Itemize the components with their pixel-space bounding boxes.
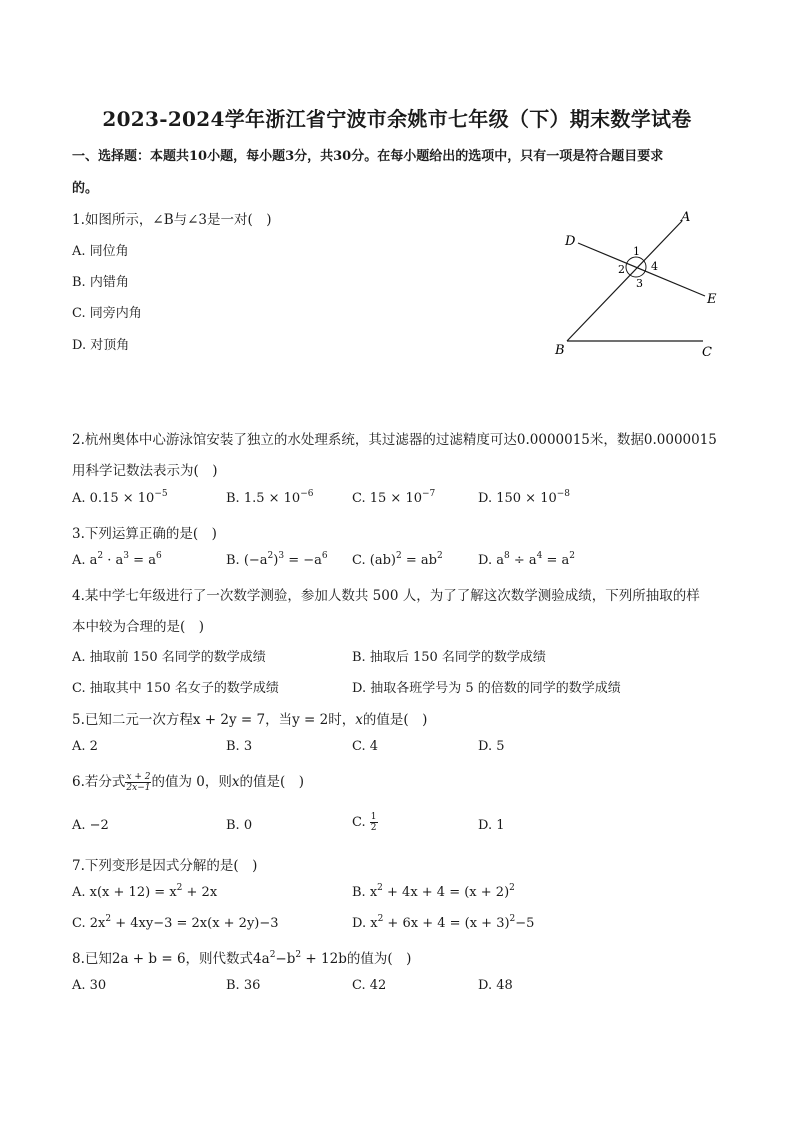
- q5-option-d: D. 5: [478, 739, 505, 754]
- q7-option-d: D. $x^2 + 6x + 4 = (x + 3)^2-5$: [352, 914, 535, 931]
- q2-option-a: A. $0.15 \times 10^{-5}$: [72, 489, 168, 506]
- q8-option-a: A. 30: [72, 978, 107, 993]
- q2-stem-line-2: 用科学记数法表示为( ): [72, 463, 218, 479]
- q4-option-d: D. 抽取各班学号为 5 的倍数的同学的数学成绩: [352, 681, 621, 696]
- q7-stem: 7.下列变形是因式分解的是( ): [72, 858, 258, 874]
- q3-option-c: C. $(ab)^2 = ab^2$: [352, 551, 443, 568]
- label-angle-4: 4: [651, 260, 658, 273]
- q8-stem: 8.已知2a + b = 6，则代数式$4a^2-b^2 + 12b$的值为( ): [72, 950, 412, 967]
- q1-option-a: A. 同位角: [72, 244, 129, 259]
- label-a: A: [681, 210, 691, 225]
- q7-option-b: B. $x^2 + 4x + 4 = (x + 2)^2$: [352, 883, 515, 900]
- q5-option-c: C. 4: [352, 739, 379, 754]
- label-c: C: [702, 345, 712, 360]
- q1-option-d: D. 对顶角: [72, 338, 130, 353]
- section-heading-line-2: 的。: [72, 181, 99, 196]
- q2-option-d: D. $150 \times 10^{-8}$: [478, 489, 571, 506]
- q8-option-c: C. 42: [352, 978, 387, 993]
- q3-option-a: A. $a^2 \cdot a^3 = a^6$: [72, 551, 162, 568]
- section-heading-line-1: 一、选择题：本题共10小题，每小题3分，共30分。在每小题给出的选项中，只有一项是符合题目要求: [72, 149, 664, 164]
- q6-option-a: A. −2: [72, 818, 109, 833]
- q3-stem: 3.下列运算正确的是( ): [72, 526, 217, 542]
- q1-option-b: B. 内错角: [72, 275, 129, 290]
- q2-stem-line-1: 2.杭州奥体中心游泳馆安装了独立的水处理系统，其过滤器的过滤精度可达0.0000015米，数据0.0000015: [72, 432, 717, 448]
- label-d: D: [565, 234, 576, 249]
- q6-stem: 6.若分式 $\frac{x + 2}{2x-1}$ 的值为 0，则x的值是( ): [72, 772, 305, 793]
- label-angle-2: 2: [618, 263, 625, 276]
- q1-angle-figure: [545, 200, 745, 365]
- q6-option-d: D. 1: [478, 818, 505, 833]
- q1-option-c: C. 同旁内角: [72, 306, 142, 321]
- q3-option-b: B. $(-a^2)^3 = -a^6$: [226, 551, 328, 568]
- q1-stem: 1.如图所示，∠B与∠3是一对( ): [72, 212, 272, 228]
- label-e: E: [707, 292, 717, 307]
- q4-option-c: C. 抽取其中 150 名女子的数学成绩: [72, 681, 279, 696]
- q4-stem-line-1: 4.某中学七年级进行了一次数学测验，参加人数共 500 人，为了了解这次数学测验成绩，下列所抽取的样: [72, 588, 700, 604]
- q4-stem-line-2: 本中较为合理的是( ): [72, 619, 205, 635]
- line-ba: [567, 221, 682, 341]
- q5-option-a: A. 2: [72, 739, 98, 754]
- label-b: B: [555, 343, 565, 358]
- q7-option-c: C. $2x^2 + 4xy-3 = 2x(x + 2y)-3$: [72, 914, 279, 931]
- label-angle-1: 1: [633, 245, 640, 258]
- q4-option-a: A. 抽取前 150 名同学的数学成绩: [72, 650, 266, 665]
- q6-option-b: B. 0: [226, 818, 253, 833]
- q2-option-b: B. $1.5 \times 10^{-6}$: [226, 489, 314, 506]
- q6-fraction: $\frac{x + 2}{2x-1}$: [126, 772, 151, 793]
- page-title: 2023-2024学年浙江省宁波市余姚市七年级（下）期末数学试卷: [102, 107, 692, 131]
- q4-option-b: B. 抽取后 150 名同学的数学成绩: [352, 650, 546, 665]
- q2-option-c: C. $15 \times 10^{-7}$: [352, 489, 436, 506]
- q6-option-c: C. $\frac{1}{2}$: [352, 812, 377, 833]
- q5-option-b: B. 3: [226, 739, 253, 754]
- q7-option-a: A. $x(x + 12) = x^2 + 2x$: [72, 883, 218, 900]
- q5-stem: 5.已知二元一次方程x + 2y = 7，当y = 2时，x的值是( ): [72, 712, 428, 728]
- q8-option-b: B. 36: [226, 978, 261, 993]
- q8-option-d: D. 48: [478, 978, 513, 993]
- q3-option-d: D. $a^8 \div a^4 = a^2$: [478, 551, 576, 568]
- label-angle-3: 3: [636, 277, 643, 290]
